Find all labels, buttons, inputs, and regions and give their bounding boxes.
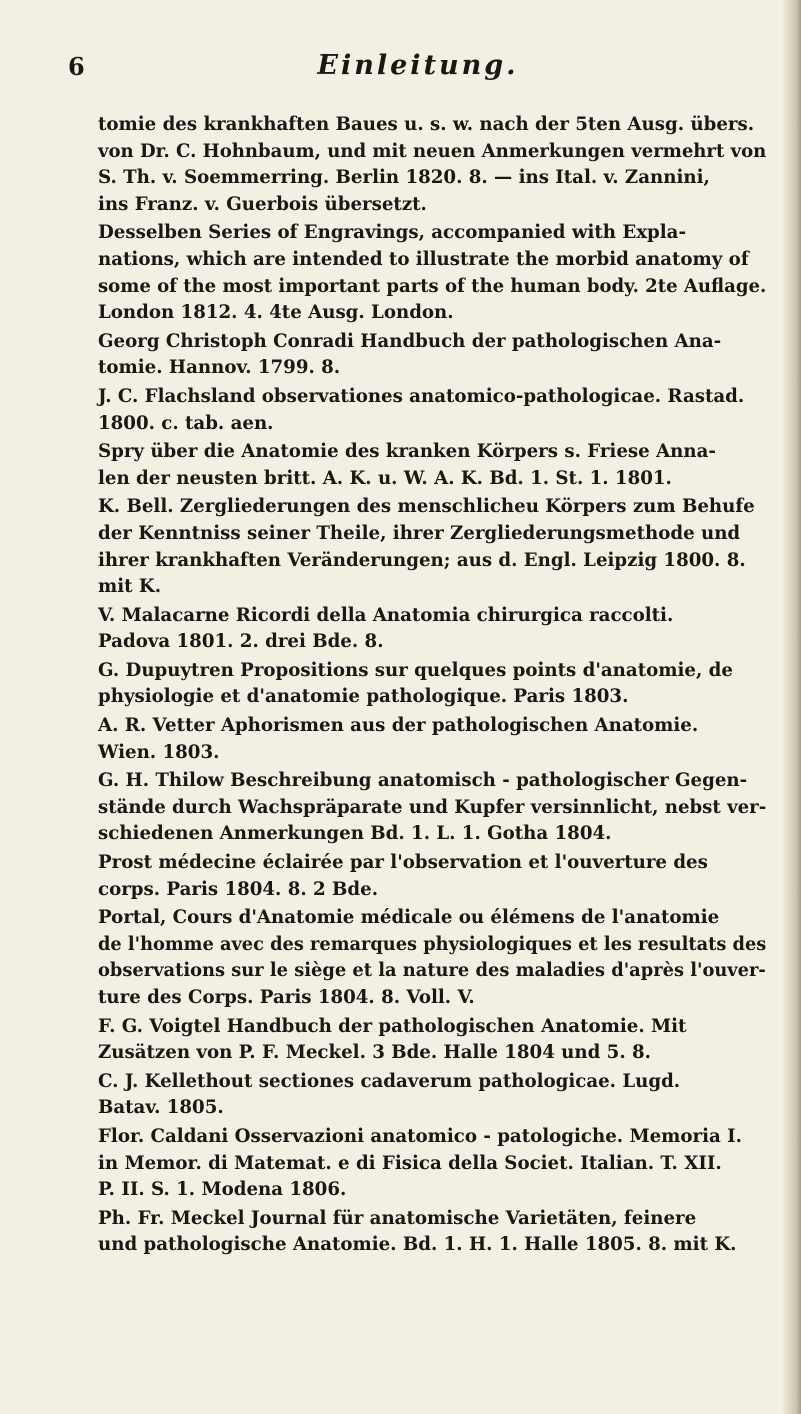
page-edge [783,0,801,1414]
page-number: 6 [68,52,85,81]
bibliography-entry [98,329,766,382]
bibliography-entry [98,494,766,600]
text-line: ture des Corps. Paris 1804. 8. Voll. V. [98,987,475,1008]
bibliography-entry [98,1069,766,1122]
bibliography-entry [98,603,766,656]
text-line: V. Malacarne Ricordi della Anatomia chirurgica raccolti. [98,604,674,626]
text-line: Ph. Fr. Meckel Journal für anatomische Varietäten, feinere [98,1207,697,1229]
text-line: ihrer krankhaften Veränderungen; aus d. Engl. Leipzig 1800. 8. [98,549,746,571]
running-head: Einleitung. [317,50,519,81]
page-header [68,52,768,86]
text-line: Wien. 1803. [98,741,220,763]
bibliography-entry [98,768,766,848]
text-line: de l'homme avec des remarques physiologiques et les resultats des [98,933,767,955]
bibliography-entry [98,905,766,1011]
text-line: ins Franz. v. Guerbois übersetzt. [98,193,427,215]
text-line: Zusätzen von P. F. Meckel. 3 Bde. Halle 1804 und 5. 8. [98,1042,651,1064]
text-line: nations, which are intended to illustrate the morbid anatomy of [98,248,749,270]
text-line: London 1812. 4. 4te Ausg. London. [98,302,454,324]
text-line: A. R. Vetter Aphorismen aus der pathologischen Anatomie. [98,715,699,737]
text-line: some of the most important parts of the human body. 2te Auflage. [98,275,767,297]
text-line: tomie des krankhaften Baues u. s. w. nach der 5ten Ausg. übers. [98,114,755,135]
text-line: C. J. Kellethout sectiones cadaverum pathologicae. Lugd. [98,1070,681,1092]
text-line: G. H. Thilow Beschreibung anatomisch - pathologischer Gegen- [98,770,748,792]
text-line: Georg Christoph Conradi Handbuch der pathologischen Ana- [98,330,722,352]
bibliography-entry [98,384,766,437]
bibliography-entry [98,439,766,492]
text-line: physiologie et d'anatomie pathologique. Paris 1803. [98,686,629,708]
bibliography-text [98,112,766,1259]
text-line: Prost médecine éclairée par l'observation et l'ouverture des [98,852,708,874]
text-line: Spry über die Anatomie des kranken Körpers s. Friese Anna- [98,441,716,463]
text-line: und pathologische Anatomie. Bd. 1. H. 1. Halle 1805. 8. mit K. [98,1234,737,1256]
text-line: in Memor. di Matemat. e di Fisica della Societ. Italian. T. XII. [98,1152,722,1174]
text-line: K. Bell. Zergliederungen des menschlicheu Körpers zum Behufe [98,496,755,518]
text-line: len der neusten britt. A. K. u. W. A. K. Bd. 1. St. 1. 1801. [98,467,672,489]
text-line: Desselben Series of Engravings, accompanied with Expla- [98,222,687,244]
bibliography-entry [98,1014,766,1067]
text-line: corps. Paris 1804. 8. 2 Bde. [98,878,379,900]
text-line: P. II. S. 1. Modena 1806. [98,1179,347,1201]
text-line: Padova 1801. 2. drei Bde. 8. [98,631,384,653]
text-line: J. C. Flachsland observationes anatomico-pathologicae. Rastad. [98,385,745,407]
text-line: schiedenen Anmerkungen Bd. 1. L. 1. Gotha 1804. [98,823,612,845]
text-line: 1800. c. tab. aen. [98,412,274,434]
text-line: stände durch Wachspräparate und Kupfer versinnlicht, nebst ver- [98,796,767,818]
text-line: G. Dupuytren Propositions sur quelques points d'anatomie, de [98,659,733,681]
bibliography-entry [98,658,766,711]
text-line: Batav. 1805. [98,1097,224,1119]
bibliography-entry [98,1206,766,1259]
text-line: mit K. [98,576,162,598]
text-line: Flor. Caldani Osservazioni anatomico - patologiche. Memoria I. [98,1125,742,1147]
text-line: F. G. Voigtel Handbuch der pathologischen Anatomie. Mit [98,1015,687,1037]
text-line: von Dr. C. Hohnbaum, und mit neuen Anmerkungen vermehrt von [98,140,767,162]
text-line: observations sur le siège et la nature des maladies d'après l'ouver- [98,960,766,982]
text-line: der Kenntniss seiner Theile, ihrer Zergliederungsmethode und [98,522,741,544]
bibliography-entry [98,112,766,218]
text-line: Portal, Cours d'Anatomie médicale ou élémens de l'anatomie [98,907,720,929]
bibliography-entry [98,1124,766,1204]
bibliography-entry [98,713,766,766]
bibliography-entry [98,220,766,326]
bibliography-entry [98,850,766,903]
text-line: S. Th. v. Soemmerring. Berlin 1820. 8. — ins Ital. v. Zannini, [98,167,710,189]
text-line: tomie. Hannov. 1799. 8. [98,357,341,379]
